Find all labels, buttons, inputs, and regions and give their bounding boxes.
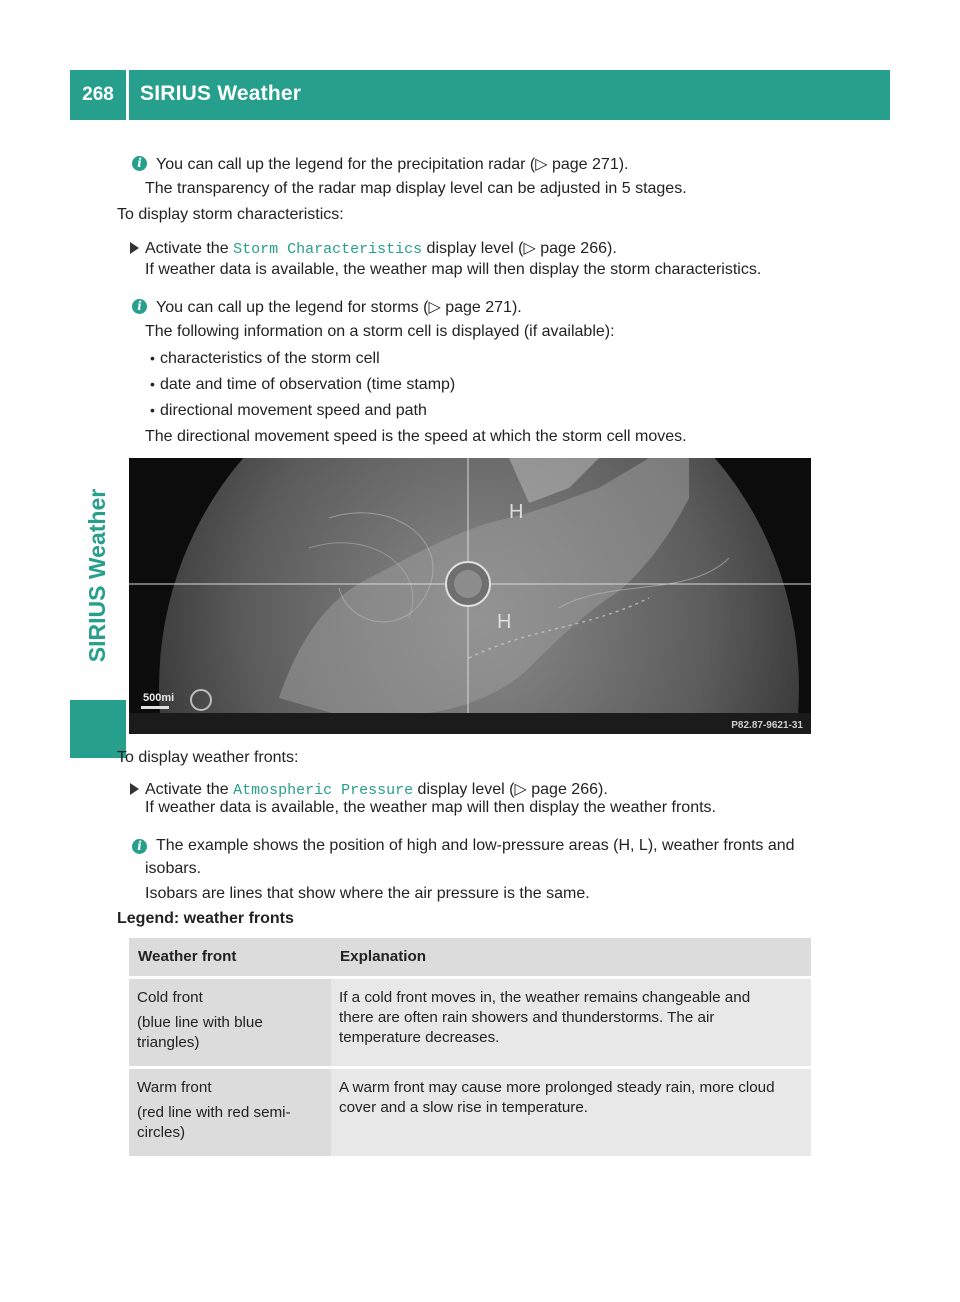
cell-text: temperature decreases. bbox=[339, 1029, 500, 1046]
map-scale-label: 500mi bbox=[143, 692, 175, 704]
bullet: • bbox=[150, 376, 155, 392]
column-header: Explanation bbox=[331, 938, 811, 978]
triangle-ref-icon: ▷ bbox=[514, 781, 527, 798]
triangle-ref-icon: ▷ bbox=[428, 299, 441, 316]
side-tab-label: SIRIUS Weather bbox=[84, 488, 111, 662]
table-row bbox=[129, 978, 811, 1067]
paragraph: If weather data is available, the weather map will then display the weather fronts. bbox=[145, 799, 716, 816]
arrow-right-icon bbox=[130, 783, 139, 795]
info-icon: i bbox=[132, 299, 147, 314]
table-header-row bbox=[129, 938, 811, 978]
cell-text-group bbox=[137, 1103, 323, 1143]
weather-map-figure bbox=[129, 458, 811, 734]
triangle-ref-icon: ▷ bbox=[523, 240, 536, 257]
cell-text-group bbox=[137, 1013, 323, 1053]
cell-text: If a cold front moves in, the weather remains changeable and bbox=[339, 989, 751, 1006]
cell-text: there are often rain showers and thunderstorms. The air bbox=[339, 1009, 715, 1026]
list-item: date and time of observation (time stamp) bbox=[160, 376, 456, 393]
bullet: • bbox=[150, 350, 155, 366]
side-tab bbox=[70, 455, 126, 695]
table-cell bbox=[129, 1069, 331, 1156]
legend-table bbox=[129, 938, 811, 1156]
table-row bbox=[129, 1069, 811, 1156]
weather-map-graphic bbox=[129, 458, 811, 734]
arrow-right-icon bbox=[130, 242, 139, 254]
cell-text: circles) bbox=[137, 1124, 186, 1141]
paragraph: The transparency of the radar map display level can be adjusted in 5 stages. bbox=[145, 180, 687, 197]
text: Activate the bbox=[145, 240, 229, 257]
info-icon: i bbox=[132, 839, 147, 854]
column-header: Weather front bbox=[129, 938, 331, 978]
cell-text: (red line with red semi- bbox=[137, 1104, 291, 1121]
paragraph: To display storm characteristics: bbox=[117, 206, 344, 223]
page-ref-link[interactable]: page 266). bbox=[540, 240, 617, 257]
page-ref-link[interactable]: page 271). bbox=[551, 156, 629, 173]
list-item: characteristics of the storm cell bbox=[160, 350, 380, 367]
cell-text: Cold front bbox=[137, 989, 203, 1006]
instruction-storm bbox=[145, 238, 617, 258]
info-note-fronts: The example shows the position of high and low-pressure areas (H, L), weather fronts and bbox=[156, 837, 795, 854]
paragraph: If weather data is available, the weather map will then display the storm characteristics. bbox=[145, 261, 762, 278]
header-title: SIRIUS Weather bbox=[140, 82, 302, 105]
text: You can call up the legend for the precipitation radar ( bbox=[156, 156, 536, 173]
text: display level ( bbox=[426, 240, 524, 257]
triangle-ref-icon: ▷ bbox=[535, 156, 548, 173]
map-label: H bbox=[509, 501, 524, 523]
text: display level ( bbox=[417, 781, 515, 798]
cell-text: A warm front may cause more prolonged steady rain, more cloud bbox=[339, 1079, 775, 1096]
page-number bbox=[70, 70, 126, 120]
cell-text: (blue line with blue bbox=[137, 1014, 263, 1031]
legend-heading: Legend: weather fronts bbox=[117, 910, 294, 927]
storm-characteristics-label: Storm Characteristics bbox=[233, 241, 423, 258]
paragraph: The following information on a storm cell is displayed (if available): bbox=[145, 323, 615, 340]
atmospheric-pressure-label: Atmospheric Pressure bbox=[233, 782, 414, 799]
info-note-radar bbox=[156, 154, 629, 174]
cell-text: cover and a slow rise in temperature. bbox=[339, 1099, 589, 1116]
instruction-fronts bbox=[145, 779, 608, 799]
text: You can call up the legend for storms ( bbox=[156, 299, 429, 316]
table-cell bbox=[331, 1069, 811, 1156]
bullet: • bbox=[150, 402, 155, 418]
figure-code: P82.87-9621-31 bbox=[731, 720, 803, 731]
page-ref-link[interactable]: page 271). bbox=[445, 299, 522, 316]
paragraph: Isobars are lines that show where the air pressure is the same. bbox=[145, 885, 590, 902]
info-icon: i bbox=[132, 156, 147, 171]
table-cell bbox=[331, 978, 811, 1067]
map-label: H bbox=[497, 611, 512, 633]
page-number-text: 268 bbox=[82, 84, 114, 105]
table-cell bbox=[129, 978, 331, 1067]
paragraph: To display weather fronts: bbox=[117, 749, 299, 766]
cell-text: triangles) bbox=[137, 1034, 200, 1051]
paragraph: The directional movement speed is the speed at which the storm cell moves. bbox=[145, 428, 687, 445]
list-item: directional movement speed and path bbox=[160, 402, 427, 419]
header-bar bbox=[129, 70, 890, 120]
cell-text: Warm front bbox=[137, 1079, 212, 1096]
text: Activate the bbox=[145, 781, 229, 798]
paragraph: isobars. bbox=[145, 860, 202, 877]
page-ref-link[interactable]: page 266). bbox=[531, 781, 608, 798]
info-note-storms bbox=[156, 297, 522, 317]
